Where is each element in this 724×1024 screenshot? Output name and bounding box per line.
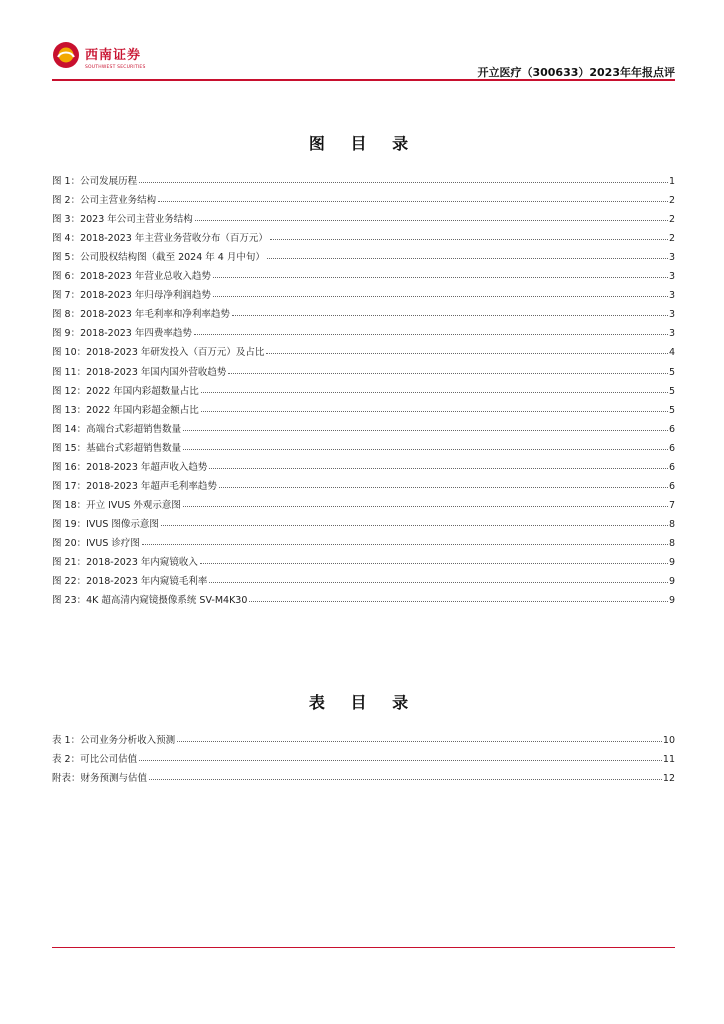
toc-entry-page: 3 (668, 290, 675, 302)
toc-entry[interactable] (52, 492, 675, 511)
toc-entry-page: 2 (668, 233, 675, 245)
toc-entry-page: 8 (668, 518, 675, 530)
toc-entry-page: 10 (662, 735, 675, 747)
toc-entry-label: 图 17：2018-2023 年超声毛利率趋势 (52, 480, 217, 492)
logo-english-name: SOUTHWEST SECURITIES (85, 65, 146, 70)
toc-entry[interactable] (52, 454, 675, 473)
toc-entry-label: 图 7：2018-2023 年归母净利润趋势 (52, 290, 211, 302)
tables-toc-list (52, 727, 675, 784)
toc-entry-label: 图 8：2018-2023 年毛利率和净利率趋势 (52, 309, 230, 321)
toc-entry-page: 12 (662, 773, 675, 785)
toc-entry-label: 图 3：2023 年公司主营业务结构 (52, 214, 193, 226)
toc-dot-leader (195, 220, 668, 221)
toc-entry-label: 图 19：IVUS 图像示意图 (52, 518, 159, 530)
toc-entry[interactable] (52, 320, 675, 339)
toc-entry-page: 5 (668, 404, 675, 416)
toc-entry-label: 图 12：2022 年国内彩超数量占比 (52, 385, 199, 397)
toc-entry[interactable] (52, 727, 675, 746)
toc-dot-leader (139, 760, 662, 761)
toc-dot-leader (249, 601, 668, 602)
toc-entry[interactable] (52, 358, 675, 377)
toc-entry-label: 图 16：2018-2023 年超声收入趋势 (52, 461, 208, 473)
toc-entry-label: 图 6：2018-2023 年营业总收入趋势 (52, 271, 211, 283)
toc-entry-label: 图 5：公司股权结构图（截至 2024 年 4 月中旬） (52, 252, 265, 264)
toc-entry-label: 图 13：2022 年国内彩超金额占比 (52, 404, 199, 416)
toc-entry-page: 6 (668, 442, 675, 454)
toc-entry[interactable] (52, 301, 675, 320)
toc-entry-label: 表 2：可比公司估值 (52, 754, 138, 766)
toc-dot-leader (270, 239, 668, 240)
toc-entry-label: 图 18：开立 IVUS 外观示意图 (52, 499, 181, 511)
toc-dot-leader (209, 582, 668, 583)
figures-toc-title: 图 目 录 (308, 134, 419, 153)
toc-entry[interactable] (52, 511, 675, 530)
toc-entry[interactable] (52, 339, 675, 358)
header-divider (52, 79, 675, 81)
toc-entry-label: 附表：财务预测与估值 (52, 773, 148, 785)
toc-entry-page: 3 (668, 252, 675, 264)
toc-dot-leader (194, 334, 668, 335)
toc-dot-leader (149, 779, 662, 780)
tables-toc-title: 表 目 录 (308, 693, 419, 712)
toc-dot-leader (201, 411, 668, 412)
toc-entry-page: 11 (662, 754, 675, 766)
toc-entry-page: 2 (668, 214, 675, 226)
figures-toc-list (52, 168, 675, 606)
toc-entry-label: 图 2：公司主营业务结构 (52, 195, 157, 207)
toc-dot-leader (177, 741, 662, 742)
footer-divider (52, 947, 675, 948)
toc-entry-label: 图 11：2018-2023 年国内国外营收趋势 (52, 366, 227, 378)
toc-entry[interactable] (52, 187, 675, 206)
toc-dot-leader (267, 258, 668, 259)
toc-entry-page: 5 (668, 385, 675, 397)
toc-entry[interactable] (52, 206, 675, 225)
page-header (52, 38, 675, 84)
toc-entry-label: 图 20：IVUS 诊疗图 (52, 537, 140, 549)
toc-entry[interactable] (52, 263, 675, 282)
toc-entry[interactable] (52, 530, 675, 549)
toc-entry-page: 9 (668, 556, 675, 568)
toc-entry-page: 6 (668, 423, 675, 435)
toc-entry-page: 7 (668, 499, 675, 511)
toc-dot-leader (213, 296, 668, 297)
toc-entry[interactable] (52, 416, 675, 435)
toc-dot-leader (219, 487, 668, 488)
logo-emblem-icon (52, 41, 80, 69)
toc-dot-leader (232, 315, 668, 316)
report-title: 开立医疗（300633）2023年年报点评 (477, 66, 675, 79)
toc-entry-label: 图 14：高端台式彩超销售数量 (52, 423, 182, 435)
toc-entry-label: 图 15：基础台式彩超销售数量 (52, 442, 182, 454)
toc-entry[interactable] (52, 225, 675, 244)
toc-dot-leader (139, 182, 668, 183)
toc-entry-page: 5 (668, 366, 675, 378)
toc-dot-leader (200, 563, 668, 564)
toc-entry[interactable] (52, 746, 675, 765)
toc-entry[interactable] (52, 378, 675, 397)
toc-dot-leader (183, 430, 668, 431)
toc-dot-leader (183, 449, 668, 450)
toc-entry-label: 图 9：2018-2023 年四费率趋势 (52, 328, 192, 340)
toc-entry-label: 图 22：2018-2023 年内窥镜毛利率 (52, 576, 208, 588)
toc-dot-leader (228, 373, 668, 374)
toc-entry-label: 表 1：公司业务分析收入预测 (52, 735, 176, 747)
logo-chinese-name: 西南证券 (85, 48, 142, 63)
toc-entry-page: 3 (668, 328, 675, 340)
toc-entry-page: 1 (668, 176, 675, 188)
toc-dot-leader (158, 201, 668, 202)
toc-dot-leader (183, 506, 668, 507)
toc-entry[interactable] (52, 168, 675, 187)
toc-dot-leader (266, 353, 668, 354)
toc-entry[interactable] (52, 568, 675, 587)
toc-entry-label: 图 4：2018-2023 年主营业务营收分布（百万元） (52, 233, 268, 245)
toc-entry-page: 9 (668, 576, 675, 588)
toc-entry-label: 图 23：4K 超高清内窥镜摄像系统 SV-M4K30 (52, 595, 248, 607)
toc-entry-label: 图 10：2018-2023 年研发投入（百万元）及占比 (52, 347, 265, 359)
toc-entry-page: 6 (668, 461, 675, 473)
toc-dot-leader (142, 544, 668, 545)
company-logo (52, 41, 172, 77)
toc-entry[interactable] (52, 244, 675, 263)
toc-entry[interactable] (52, 282, 675, 301)
toc-entry-label: 图 21：2018-2023 年内窥镜收入 (52, 556, 198, 568)
toc-entry[interactable] (52, 549, 675, 568)
toc-dot-leader (201, 392, 668, 393)
toc-entry[interactable] (52, 765, 675, 784)
toc-entry-page: 9 (668, 595, 675, 607)
toc-dot-leader (161, 525, 668, 526)
toc-entry-page: 4 (668, 347, 675, 359)
toc-dot-leader (213, 277, 668, 278)
toc-dot-leader (209, 468, 668, 469)
toc-entry-label: 图 1：公司发展历程 (52, 176, 138, 188)
toc-entry[interactable] (52, 587, 675, 606)
toc-entry-page: 6 (668, 480, 675, 492)
toc-entry-page: 3 (668, 309, 675, 321)
toc-entry[interactable] (52, 435, 675, 454)
toc-entry-page: 8 (668, 537, 675, 549)
toc-entry[interactable] (52, 397, 675, 416)
toc-entry-page: 3 (668, 271, 675, 283)
toc-entry[interactable] (52, 473, 675, 492)
toc-entry-page: 2 (668, 195, 675, 207)
